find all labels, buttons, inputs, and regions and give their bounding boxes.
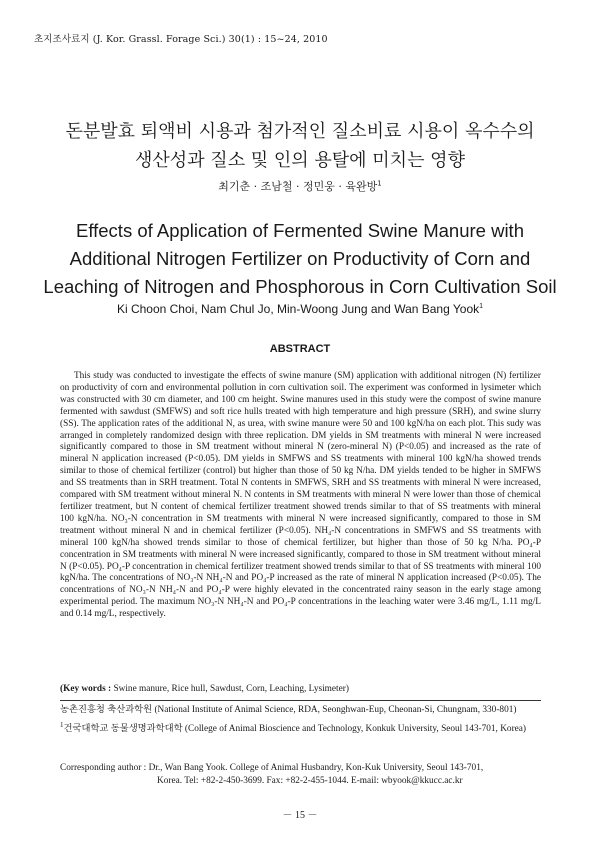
corresponding-line-2: Korea. Tel: +82-2-450-3699. Fax: +82-2-455-1044. E-mail: wbyook@kkucc.ac.kr (157, 776, 463, 786)
keywords-label: (Key words : (60, 684, 112, 694)
affiliation-1: 농촌진흥청 축산과학원 (National Institute of Animal Science, RDA, Seonghwan-Eup, Cheonan-Si, Chungnam, 330-801) (60, 705, 517, 715)
english-authors (0, 302, 600, 316)
abstract-body: This study was conducted to investigate the effects of swine manure (SM) application with additional nitrogen (N) fertilizer on productivity of corn and environmental pollution in corn cultivation soil. The experiment was conformed in lysimeter which was constructed with 30 cm diameter, and 100 cm height. Swine manures used in this study were the compost of swine manure fermented with sawdust (SMFWS) and soft rice hulls treated with high temperature and high pressure (SRH), and swine slurry (SS). The application rates of the additional N, as urea, with swine manure were 50 and 100 kgN/ha on each plot. This sudy was arranged in completely randomized design with three replication. DM yields in SM treatments with mineral N were increased significantly compared to those in SM treatment without mineral N (zero-mineral N) (P<0.05) and increased as the rate of mineral N application increased (P<0.05). DM yields in SMFWS and SS treatments with mineral 100 kgN/ha showed trends similar to those of chemical fertilizer (control) but higher than those of 50 kg N/ha. DM yields tended to be higher in SMFWS and SS treatments than in SRH treatment. Total N contents in SMFWS, SRH and SS treatments with mineral N were increased, compared with SM treatment without mineral N. N contents in SM treatments with mineral N were lower than those of chemical fertilizer treatment, but N content of chemical fertilizer treatment showed trends similar to that of SS treatments with mineral 100 kgN/ha. NO₃-N concentration in SM treatments with mineral N were increased significantly, compared to those in SM treatment without mineral N and in chemical fertilizer (P<0.05). NH₄-N concentrations in SMFWS and SS treatments with mineral 100 kgN/ha showed trends similar to those of chemical fertilizer, but higher than those of 50 kg N/ha. PO₄-P concentration in SM treatments with mineral N were increased significantly, compared to those in SM treatment without mineral N (P<0.05). PO₄-P concentration in chemical fertilizer treatment showed trends similar to that of SS treatments with mineral 100 kgN/ha. The concentrations of NO₃-N NH₄-N and PO₄-P increased as the rate of mineral N application increased (P<0.05). The concentrations of NO₃-N NH₄-N and PO₄-P were highly elevated in the concentrated rainy season in the early stage among experimental period. The maximum NO₃-N NH₄-N and PO₄-P concentrations in the leaching water were 3.46 mg/L, 1.11 mg/L and 0.14 mg/L, respectively. (60, 371, 541, 620)
keywords (60, 684, 541, 694)
affiliation-2 (60, 719, 541, 736)
corresponding-author (60, 762, 541, 788)
korean-authors-names: 최기춘 · 조남철 · 정민웅 · 육완방 (218, 180, 378, 193)
english-title-line-2: Additional Nitrogen Fertilizer on Productivity of Corn and (69, 248, 531, 269)
keywords-list: Swine manure, Rice hull, Sawdust, Corn, Leaching, Lysimeter) (113, 684, 349, 694)
page-number: － 15 － (282, 810, 318, 821)
english-title-line-1: Effects of Application of Fermented Swine Manure with (75, 220, 524, 241)
english-authors-sup: 1 (479, 303, 484, 310)
english-title-line-3: Leaching of Nitrogen and Phosphorous in Corn Cultivation Soil (43, 276, 557, 297)
korean-authors-sup: 1 (377, 179, 382, 188)
korean-authors (0, 178, 600, 194)
abstract-heading: ABSTRACT (269, 343, 331, 355)
affiliation-2-text: 건국대학교 동물생명과학대학 (College of Animal Bioscience and Technology, Konkuk University, Seoul 143-701, Korea) (63, 724, 527, 735)
affiliation-2-sup: 1 (60, 721, 64, 729)
journal-citation: 초지조사료지 (J. Kor. Grassl. Forage Sci.) 30(1) : 15~24, 2010 (34, 34, 328, 45)
footnote-divider (60, 700, 541, 701)
korean-title-line-1: 돈분발효 퇴액비 시용과 첨가적인 질소비료 시용이 옥수수의 (65, 121, 535, 142)
korean-title-line-2: 생산성과 질소 및 인의 용탈에 미치는 영향 (135, 150, 465, 171)
english-authors-names: Ki Choon Choi, Nam Chul Jo, Min-Woong Jung and Wan Bang Yook (116, 302, 480, 316)
corresponding-line-1: Corresponding author : Dr., Wan Bang Yook. College of Animal Husbandry, Kon-Kuk University, Seoul 143-701, (60, 763, 484, 773)
